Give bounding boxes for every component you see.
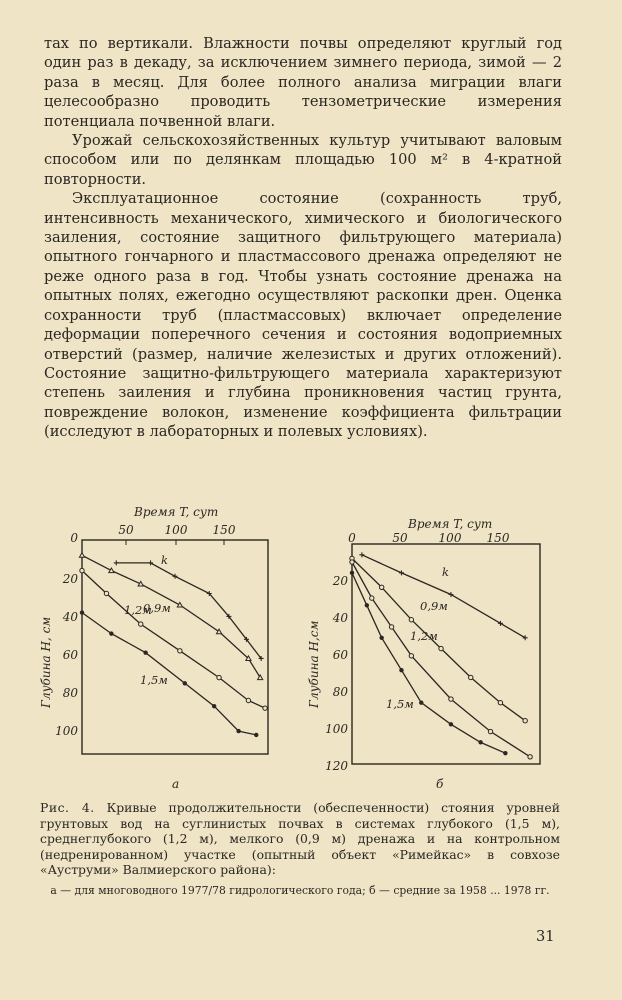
panel-b-label-1.2m: 1,2м	[410, 629, 438, 643]
panel-b-data-point	[379, 585, 383, 589]
panel-a-curves	[79, 553, 267, 737]
panel-b-label-1.5m: 1,5м	[386, 697, 414, 711]
panel-a-y-tick: 40	[62, 610, 78, 624]
panel-a-x-title: Время T, сут	[134, 505, 219, 519]
panel-a-y-tick: 60	[62, 648, 78, 662]
panel-b-series-line	[352, 558, 525, 720]
panel-a-series-line	[82, 571, 265, 709]
panel-a-y-tick: 80	[62, 686, 78, 700]
panel-a-x-tick: 100	[164, 523, 188, 537]
panel-a-data-point	[139, 622, 143, 626]
panel-a-data-point	[79, 553, 84, 558]
panel-b-y-tick: 40	[332, 611, 348, 625]
caption-note: а — для многоводного 1977/78 гидрологического года; б — средние за 1958 ... 1978 гг.	[50, 884, 550, 897]
panel-a-data-point	[217, 675, 221, 679]
panel-b-x-tick: 150	[486, 531, 510, 545]
panel-b-curves	[350, 552, 533, 759]
panel-b-y-title: Глубина H,см	[307, 620, 321, 708]
panel-a-y-tick: 100	[55, 724, 78, 738]
panel-b-series-line	[352, 562, 530, 757]
panel-a-data-point	[178, 649, 182, 653]
panel-b-data-point	[399, 668, 403, 672]
panel-a-data-point	[109, 568, 114, 573]
panel-a-data-point	[138, 581, 143, 586]
panel-b-data-point	[498, 700, 502, 704]
panel-b-y-tick: 60	[332, 648, 348, 662]
panel-a-data-point	[104, 591, 108, 595]
figure-4	[0, 498, 622, 798]
panel-b-label-0.9m: 0,9м	[420, 599, 448, 613]
panel-a-label-k: k	[161, 553, 168, 567]
panel-b-data-point	[365, 603, 369, 607]
panel-a-data-point	[263, 706, 267, 710]
panel-b-data-point	[419, 700, 423, 704]
panel-b-letter: б	[436, 777, 444, 791]
panel-a-x-tick: 50	[118, 523, 134, 537]
figure-caption	[40, 800, 560, 878]
panel-b-data-point	[359, 552, 364, 557]
panel-a-y-tick: 20	[62, 572, 78, 586]
panel-b-x-tick: 100	[438, 531, 462, 545]
panel-b-x-origin: 0	[348, 531, 356, 545]
panel-b-data-point	[389, 625, 393, 629]
panel-a-y-title: Глубина H, см	[39, 616, 53, 708]
panel-a-data-point	[246, 698, 250, 702]
panel-a-data-point	[80, 568, 84, 572]
panel-a-data-point	[148, 560, 153, 565]
panel-b-data-point	[523, 719, 527, 723]
panel-a-data-point	[114, 560, 119, 565]
panel-a	[39, 505, 268, 791]
panel-b-data-point	[370, 596, 374, 600]
panel-b-y-tick: 80	[332, 685, 348, 699]
panel-b-y-tick: 20	[332, 574, 348, 588]
panel-b-data-point	[528, 755, 532, 759]
figure-svg	[0, 498, 622, 798]
panel-b-data-point	[350, 571, 354, 575]
panel-b-data-point	[409, 618, 413, 622]
panel-b-data-point	[350, 560, 354, 564]
paragraph: тах по вертикали. Влажности почвы определяют круглый год один раз в декаду, за исключением зимнего периода, зимой — 2 раза в месяц. Для более полного анализа миграции влаги целесообразно проводить тензометрические измерения потенциала почвенной влаги.	[44, 35, 562, 130]
panel-b-data-point	[478, 740, 482, 744]
caption-text: Кривые продолжительности (обеспеченности) стояния уровней грунтовых вод на суглинистых почвах в системах глубокого (1,5 м), среднеглубокого (1,2 м), мелкого (0,9 м) дренажа и на контрольном (недренированном) участке (опытный объект «Римейкас» в совхозе «Ауструми» Валмиерского района):	[40, 800, 560, 878]
panel-b-data-point	[409, 654, 413, 658]
paragraph: Урожай сельскохозяйственных культур учитывают валовым способом или по делянкам площадью 100 м² в 4-кратной повторности.	[44, 132, 562, 188]
panel-b-data-point	[449, 697, 453, 701]
panel-b-label-k: k	[442, 565, 449, 579]
panel-b-data-point	[399, 570, 404, 575]
panel-a-data-point	[183, 681, 187, 685]
panel-b	[307, 517, 540, 791]
panel-a-data-point	[254, 733, 258, 737]
page-number: 31	[536, 928, 555, 945]
panel-b-x-tick: 50	[392, 531, 408, 545]
panel-a-series-line	[82, 613, 256, 735]
panel-a-data-point	[80, 610, 84, 614]
panel-a-data-point	[177, 602, 182, 607]
panel-b-data-point	[469, 675, 473, 679]
panel-a-label-1.5m: 1,5м	[140, 673, 168, 687]
panel-a-data-point	[173, 574, 178, 579]
panel-a-x-tick: 150	[212, 523, 236, 537]
panel-b-data-point	[503, 751, 507, 755]
panel-b-data-point	[439, 646, 443, 650]
panel-b-data-point	[488, 729, 492, 733]
panel-b-x-title: Время T, сут	[408, 517, 493, 531]
panel-a-data-point	[109, 631, 113, 635]
panel-a-x-origin: 0	[70, 531, 78, 545]
panel-a-label-1.2m: 1,2м	[124, 603, 152, 617]
caption-label: Рис. 4.	[40, 800, 95, 815]
panel-b-y-tick: 100	[325, 722, 348, 736]
panel-b-data-point	[449, 722, 453, 726]
panel-a-data-point	[212, 704, 216, 708]
panel-a-data-point	[236, 729, 240, 733]
panel-b-y-tick: 120	[325, 759, 348, 773]
panel-a-letter: а	[172, 777, 180, 791]
panel-b-data-point	[379, 636, 383, 640]
panel-a-data-point	[143, 651, 147, 655]
paragraph: Эксплуатационное состояние (сохранность труб, интенсивность механического, химического и биологического заиления, состояние защитного фильтрующего материала) опытного гончарного и пластмассового дренажа определяют не реже одного раза в год. Чтобы узнать состояние дренажа на опытных полях, ежегодно осуществляют раскопки дрен. Оценка сохранности труб (пластмассовых) включает определение деформации поперечного сечения и состояния водоприемных отверстий (размер, наличие железистых и других отложений). Состояние защитно-фильтрующего материала характеризуют степень заиления и глубина проникновения частиц грунта, повреждение волокон, изменение коэффициента фильтрации (исследуют в лабораторных и полевых условиях).	[44, 190, 562, 441]
panel-a-label-0.9m: 0,9м	[143, 601, 171, 615]
body-text	[44, 34, 562, 442]
